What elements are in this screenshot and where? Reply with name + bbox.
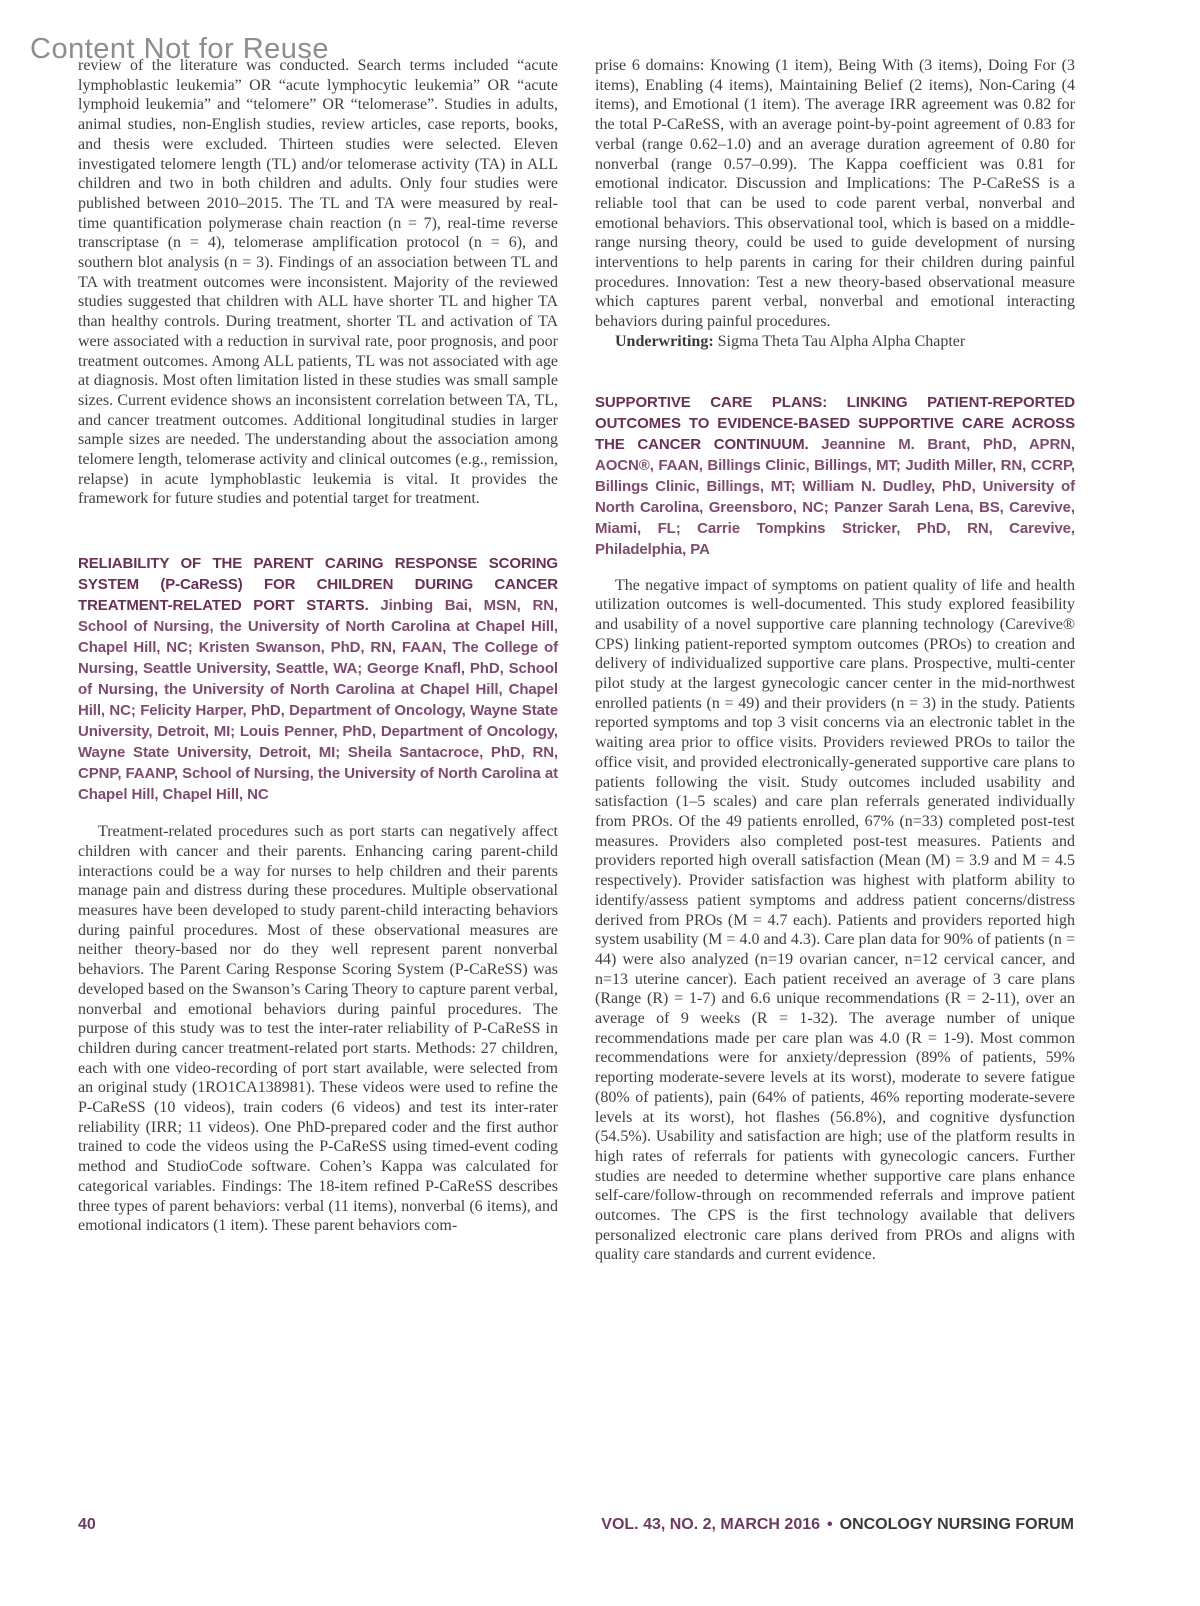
right-abstract-body-paragraph: The negative impact of symptoms on patient quality of life and health utilization outcomes is well-documented. This study explored feasibility and usability of a novel supportive care planning technology (Carevive® CPS) linking patient-reported symptom outcomes (PROs) to creation and delivery of individualized supportive care plans. Prospective, multi-center pilot study at the largest gynecologic cancer center in the mid-northwest enrolled patients (n = 49) and their providers (n = 3) in the study. Patients reported symptoms and top 3 visit concerns via an electronic tablet in the waiting area prior to office visits. Providers reviewed PROs to tailor the office visit, and provided electronically-generated supportive care plans to patients following the visit. Study outcomes included usability and satisfaction (1–5 scales) and care plan referrals generated individually from PROs. Of the 49 patients enrolled, 67% (n=33) completed post-test measures. Providers also completed post-test measures. Patients and providers reported high overall satisfaction (Mean (M) = 3.9 and M = 4.5 respectively). Provider satisfaction was highest with platform ability to identify/assess patient symptoms and address patient concerns/distress derived from PROs (M = 4.7 each). Patients and providers reported high system usability (M = 4.0 and 4.3). Care plan data for 90% of patients (n = 44) were also analyzed (n=19 ovarian cancer, n=12 cervical cancer, and n=13 uterine cancer). Each patient received an average of 3 care plans (Range (R) = 1-7) and 6.6 unique recommendations (R = 2-11), over an average of 9 weeks (R = 1-32). The average number of unique recommendations made per care plan was 4.0 (R = 1-9). Most common recommendations were for anxiety/depression (89% of patients, 59% reporting moderate-severe levels at its worst), moderate to severe fatigue (80% of patients), pain (64% of patients, 46% reporting moderate-severe levels at its worst), hot flashes (56.8%), and cognitive dysfunction (54.5%). Usability and satisfaction are high; use of the platform results in high rates of referrals for patients with gynecologic cancers. Further studies are needed to determine whether supportive care plans enhance self-care/follow-through on recommended referrals and improve patient outcomes. The CPS is the first technology available that delivers personalized electronic care plans derived from PROs and aligns with quality care standards and current evidence. (595, 576, 1075, 1264)
page-footer (78, 1516, 1074, 1534)
left-abstract-body-paragraph: Treatment-related procedures such as port starts can negatively affect children with cancer and their parents. Enhancing caring parent-child interactions could be a way for nurses to help children and their parents manage pain and distress during these procedures. Multiple observational measures have been developed to study parent-child interacting behaviors during painful procedures. Most of these observational measures are neither theory-based nor do they well represent parent nonverbal behaviors. The Parent Caring Response Scoring System (P-CaReSS) was developed based on the Swanson’s Caring Theory to capture parent verbal, nonverbal and emotional behaviors during painful procedures. The purpose of this study was to test the inter-rater reliability of P-CaReSS in children during cancer treatment-related port starts. Methods: 27 children, each with one video-recording of port start available, were selected from an original study (1RO1CA138981). These videos were used to refine the P-CaReSS (10 videos), train coders (6 videos) and test its inter-rater reliability (IRR; 11 videos). One PhD-prepared coder and the first author trained to code the videos using the P-CaReSS using timed-event coding method and StudioCode software. Cohen’s Kappa was calculated for categorical variables. Findings: The 18-item refined P-CaReSS describes three types of parent behaviors: verbal (11 items), nonverbal (6 items), and emotional indicators (1 item). These parent behaviors com- (78, 823, 558, 1235)
left-abstract-continuation-paragraph: review of the literature was conducted. Search terms included “acute lymphoblastic leukemia” OR “acute lymphocytic leukemia” OR “acute lymphoid leukemia” and “telomere” OR “telomerase”. Studies in adults, animal studies, non-English studies, review articles, case reports, books, and thesis were excluded. Thirteen studies were selected. Eleven investigated telomere length (TL) and/or telomerase activity (TA) in ALL children and two in both children and adults. Only four studies were published between 2010–2015. The TL and TA were measured by real-time quantification polymerase chain reaction (n = 7), real-time reverse transcriptase (n = 4), telomerase amplification protocol (n = 6), and southern blot analysis (n = 3). Findings of an association between TL and TA with treatment outcomes were inconsistent. Majority of the reviewed studies suggested that children with ALL have shorter TL and higher TA than healthy controls. During treatment, shorter TL and activation of TA were associated with a reduction in survival rate, poor prognosis, and poor treatment outcomes. Among ALL patients, TL was not associated with age at diagnosis. Most often limitation listed in these studies was small sample sizes. Current evidence shows an inconsistent correlation between TA, TL, and cancer treatment outcomes. Additional longitudinal studies in larger sample sizes are needed. The understanding about the association among telomere length, telomerase activity and clinical outcomes (e.g., remission, relapse) in acute lymphoblastic leukemia is vital. It provides the framework for future studies and potential target for treatment. (78, 57, 558, 508)
right-abstract-title: SUPPORTIVE CARE PLANS: LINKING PATIENT-REPORTED OUTCOMES TO EVIDENCE-BASED SUPPORTIVE CARE ACROSS THE CANCER CONTINUUM. (595, 393, 1075, 453)
right-abstract-continuation-paragraph: prise 6 domains: Knowing (1 item), Being With (3 items), Doing For (3 items), Enabling (4 items), Maintaining Belief (2 items), Non-Caring (4 items), and Emotional (1 item). The average IRR agreement was 0.82 for the total P-CaReSS, with an average point-by-point agreement of 0.83 for verbal (range 0.62–1.0) and an average duration agreement of 0.80 for nonverbal (range 0.57–0.99). The Kappa coefficient was 0.81 for emotional indicator. Discussion and Implications: The P-CaReSS is a reliable tool that can be used to code parent verbal, nonverbal and emotional behaviors. This observational tool, which is based on a middle-range nursing theory, could be used to guide development of nursing interventions to help parents in caring for their children during painful procedures. Innovation: Test a new theory-based observational measure which captures parent verbal, nonverbal and emotional interacting behaviors during painful procedures. (595, 57, 1075, 331)
page-number: 40 (78, 1516, 96, 1533)
left-abstract-heading (78, 553, 558, 805)
right-column (595, 56, 1075, 1265)
footer-bullet: • (827, 1516, 833, 1533)
left-column (78, 56, 558, 1236)
left-abstract-authors: Jinbing Bai, MSN, RN, School of Nursing, the University of North Carolina at Chapel Hill, Chapel Hill, NC; Kristen Swanson, PhD, RN, FAAN, The College of Nursing, Seattle University, Seattle, WA; George Knafl, PhD, School of Nursing, the University of North Carolina at Chapel Hill, Chapel Hill, NC; Felicity Harper, PhD, Department of Oncology, Wayne State University, Detroit, MI; Louis Penner, PhD, Department of Oncology, Wayne State University, Detroit, MI; Sheila Santacroce, PhD, RN, CPNP, FAANP, School of Nursing, the University of North Carolina at Chapel Hill, Chapel Hill, NC (78, 597, 559, 804)
underwriting-label: Underwriting: (615, 332, 714, 350)
footer-journal-line (601, 1516, 1074, 1534)
right-abstract-heading (595, 392, 1075, 560)
footer-volume-text: VOL. 43, NO. 2, MARCH 2016 (601, 1516, 821, 1533)
underwriting-value: Sigma Theta Tau Alpha Alpha Chapter (717, 332, 966, 350)
right-abstract-authors: Jeannine M. Brant, PhD, APRN, AOCN®, FAAN, Billings Clinic, Billings, MT; Judith Miller, RN, CCRP, Billings Clinic, Billings, MT; William N. Dudley, PhD, University of North Carolina, Greensboro, NC; Panzer Sarah Lena, BS, Carevive, Miami, FL; Carrie Tompkins Stricker, PhD, RN, Carevive, Philadelphia, PA (595, 435, 1075, 558)
footer-journal-name: ONCOLOGY NURSING FORUM (839, 1516, 1074, 1533)
left-abstract-title: RELIABILITY OF THE PARENT CARING RESPONSE SCORING SYSTEM (P-CaReSS) FOR CHILDREN DURING CANCER TREATMENT-RELATED PORT STARTS. (78, 555, 558, 615)
watermark-text: Content Not for Reuse (30, 33, 330, 65)
underwriting-line (595, 332, 1075, 352)
